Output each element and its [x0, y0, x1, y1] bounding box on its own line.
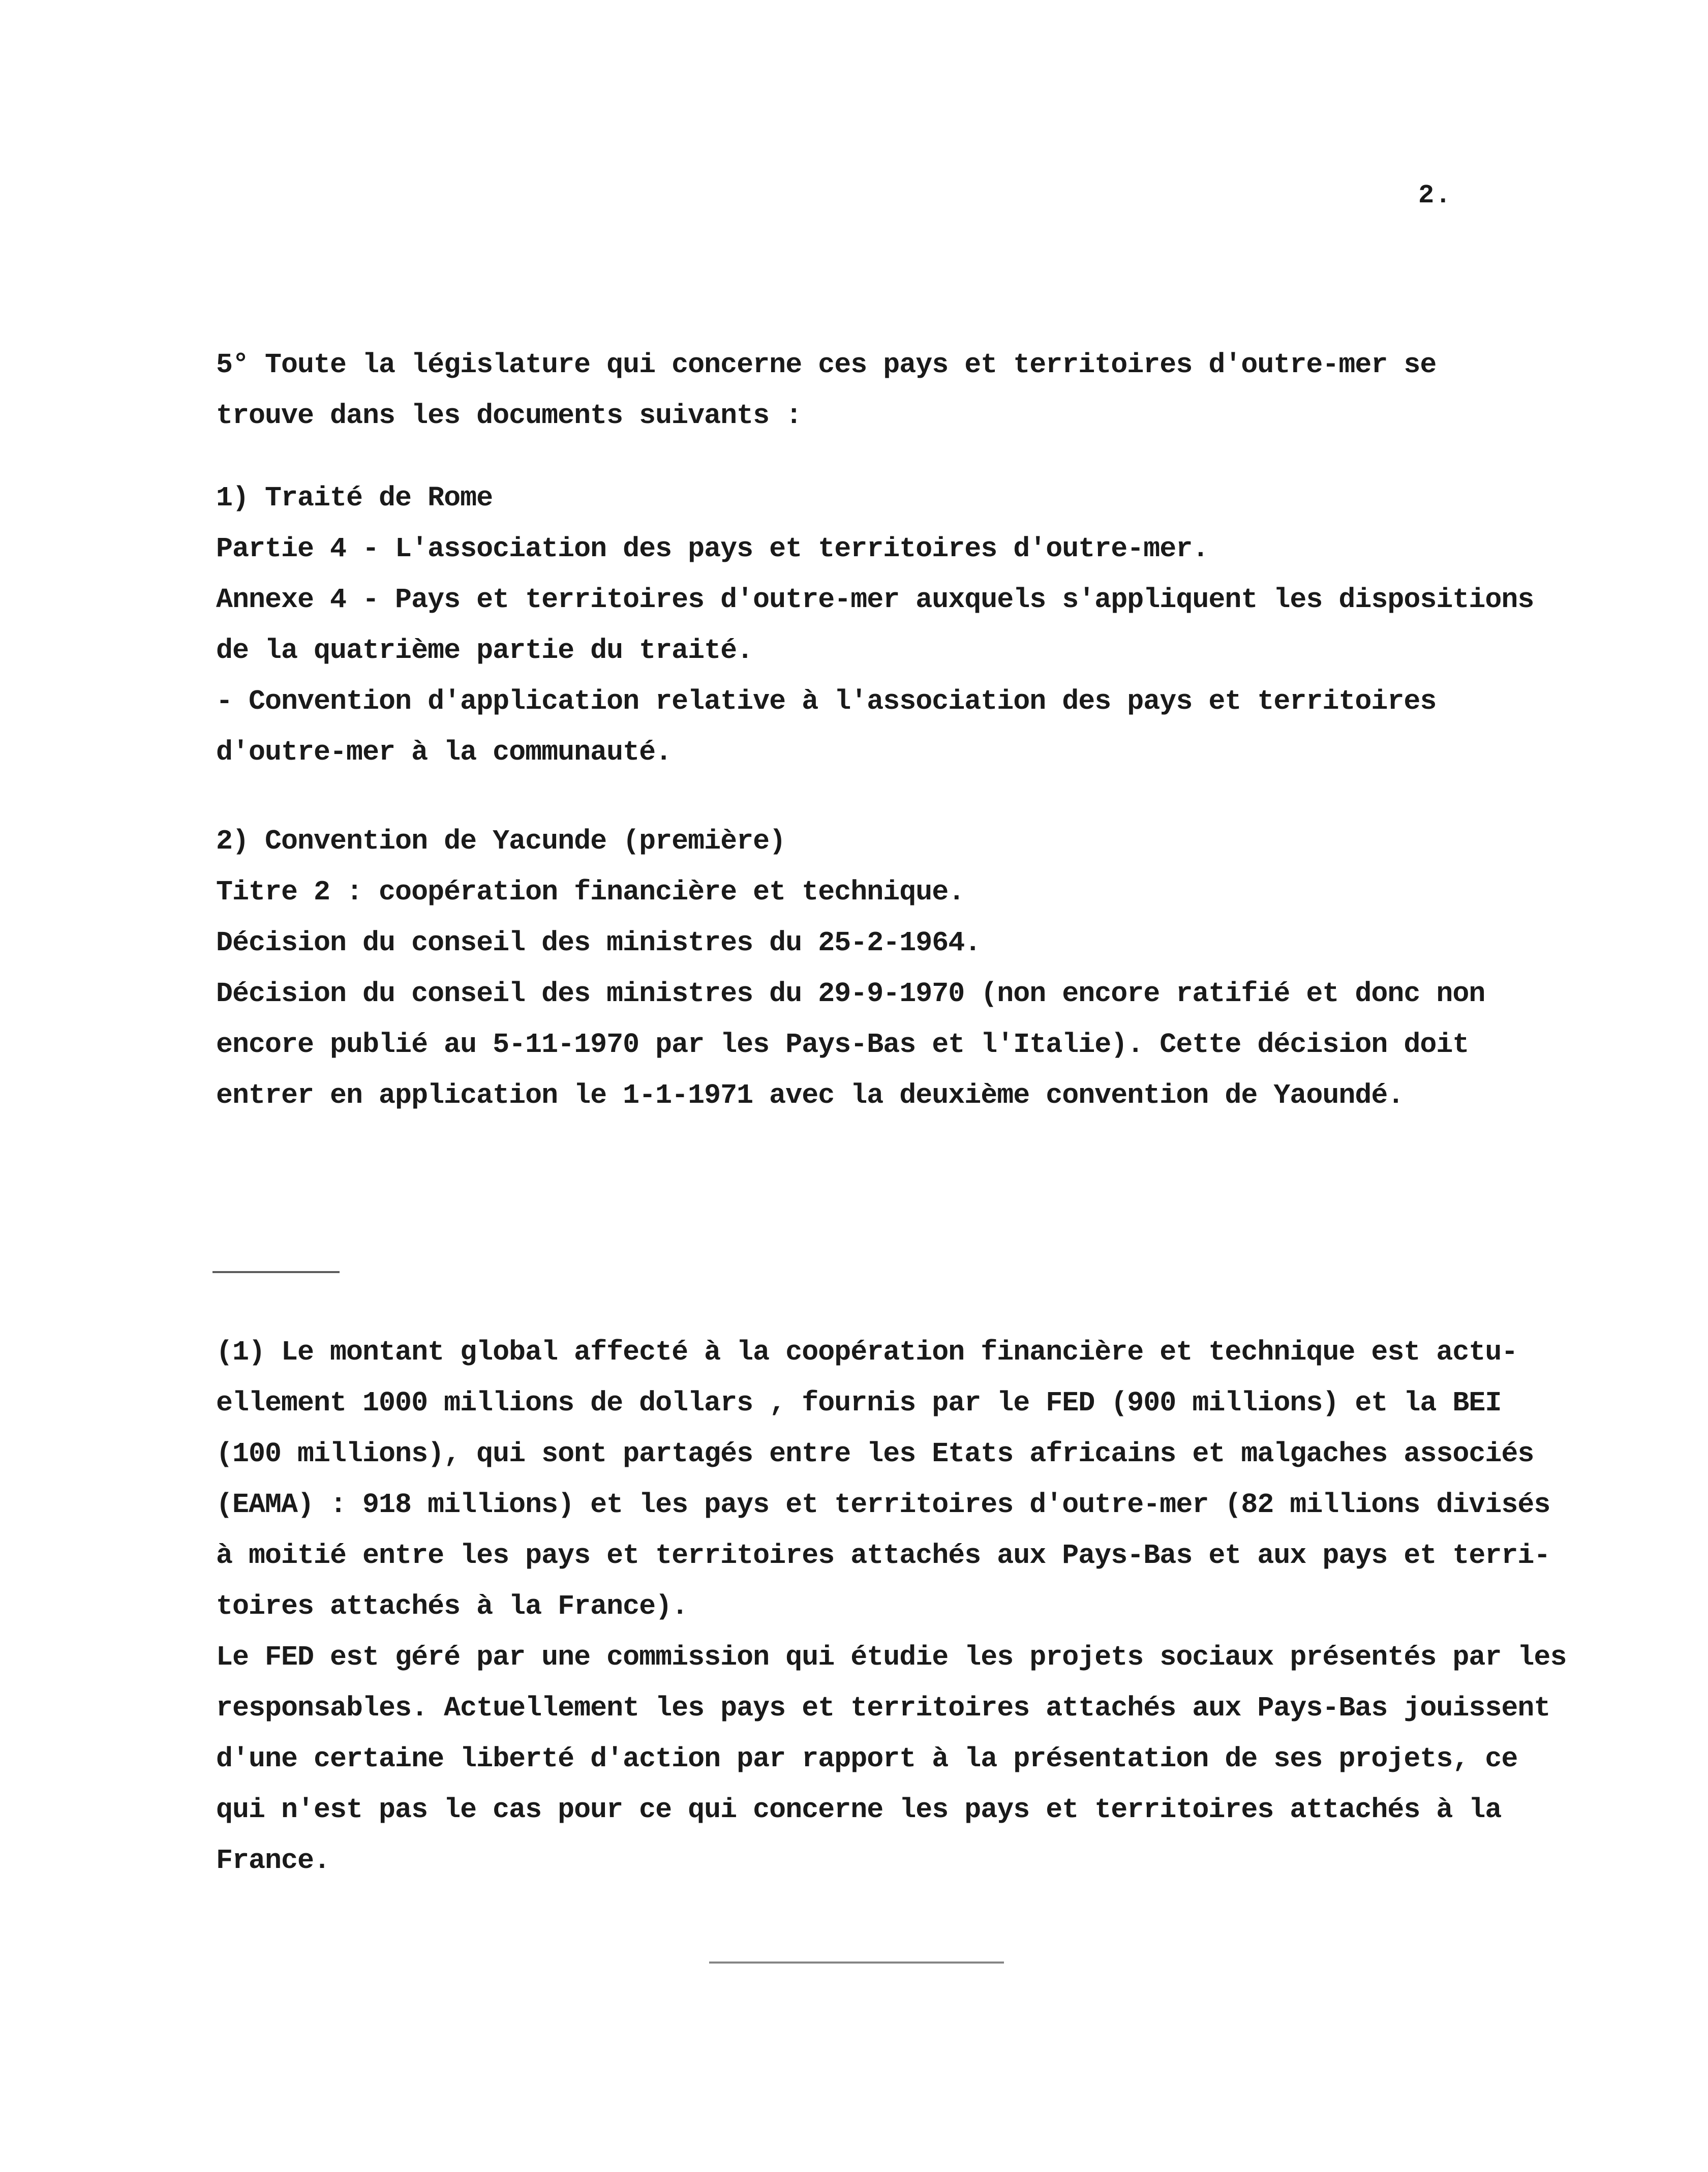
section-5-intro [216, 340, 1619, 441]
text-line: qui n'est pas le cas pour ce qui concerne les pays et territoires attachés à la [216, 1794, 1502, 1826]
text-line: Titre 2 : coopération financière et technique. [216, 876, 965, 908]
item-heading: 1) Traité de Rome [216, 482, 493, 514]
item-2-convention-yaounde [216, 816, 1619, 1121]
text-line: entrer en application le 1-1-1971 avec la deuxième convention de Yaoundé. [216, 1079, 1404, 1111]
text-line: d'outre-mer à la communauté. [216, 736, 672, 768]
text-line: responsables. Actuellement les pays et territoires attachés aux Pays-Bas jouissent [216, 1692, 1550, 1724]
text-line: Partie 4 - L'association des pays et territoires d'outre-mer. [216, 533, 1209, 565]
text-line: Annexe 4 - Pays et territoires d'outre-mer auxquels s'appliquent les dispositions [216, 584, 1534, 616]
text-line: (100 millions), qui sont partagés entre les Etats africains et malgaches associés [216, 1438, 1534, 1470]
item-heading: 2) Convention de Yacunde (première) [216, 825, 786, 857]
text-line: 5° Toute la législature qui concerne ces pays et territoires d'outre-mer se [216, 349, 1437, 381]
text-line: trouve dans les documents suivants : [216, 400, 802, 432]
text-line: Décision du conseil des ministres du 25-2-1964. [216, 927, 981, 959]
text-line: France. [216, 1845, 330, 1877]
text-line: d'une certaine liberté d'action par rapport à la présentation de ses projets, ce [216, 1743, 1518, 1775]
text-line: toires attachés à la France). [216, 1590, 688, 1622]
end-separator [709, 1962, 1004, 1964]
footnote-separator [212, 1271, 340, 1273]
text-line: encore publié au 5-11-1970 par les Pays-Bas et l'Italie). Cette décision doit [216, 1029, 1469, 1061]
text-line: Décision du conseil des ministres du 29-9-1970 (non encore ratifié et donc non [216, 978, 1485, 1010]
text-line: (1) Le montant global affecté à la coopération financière et technique est actu- [216, 1336, 1518, 1368]
text-line: Le FED est géré par une commission qui étudie les projets sociaux présentés par les [216, 1641, 1567, 1673]
text-line: à moitié entre les pays et territoires attachés aux Pays-Bas et aux pays et terri- [216, 1540, 1550, 1572]
text-line: ellement 1000 millions de dollars , fournis par le FED (900 millions) et la BEI [216, 1387, 1502, 1419]
page-number: 2. [1418, 180, 1452, 210]
text-line: - Convention d'application relative à l'association des pays et territoires [216, 685, 1437, 717]
text-line: (EAMA) : 918 millions) et les pays et territoires d'outre-mer (82 millions divisés [216, 1489, 1550, 1521]
footnote [216, 1327, 1619, 1886]
item-1-traite-de-rome [216, 473, 1619, 778]
text-line: de la quatrième partie du traité. [216, 635, 753, 667]
